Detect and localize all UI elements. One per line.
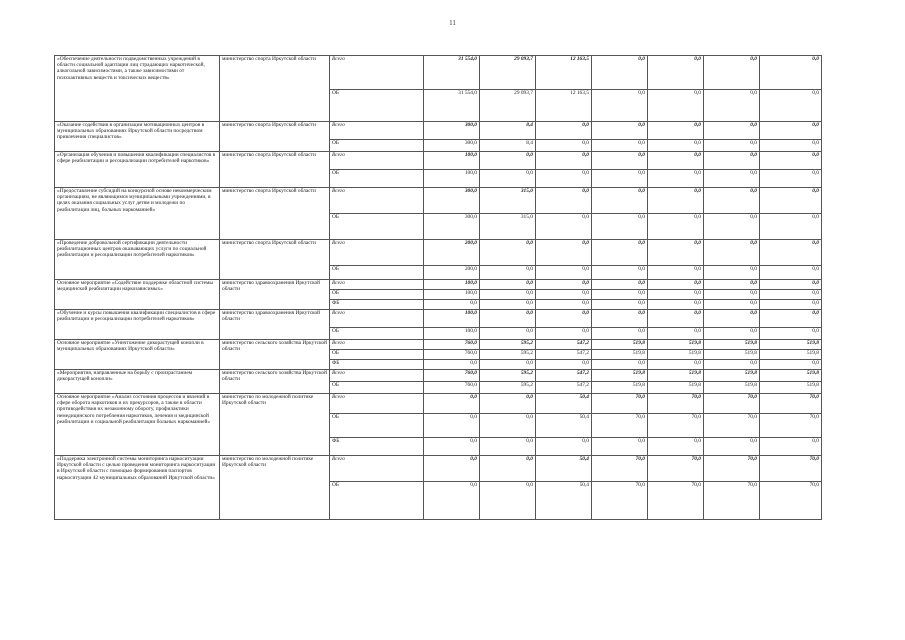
amount-cell: 0,0 xyxy=(536,266,592,280)
amount-cell: 0,0 xyxy=(760,280,822,290)
amount-cell: 519,8 xyxy=(592,370,648,382)
funding-source: ОБ xyxy=(330,290,424,300)
amount-cell: 70,0 xyxy=(760,482,822,520)
amount-cell: 0,0 xyxy=(704,280,760,290)
responsible-executor: министерство спорта Иркутской области xyxy=(220,56,330,122)
amount-cell: 0,0 xyxy=(760,310,822,328)
amount-cell: 0,0 xyxy=(480,394,536,414)
amount-cell: 0,0 xyxy=(648,266,704,280)
amount-cell: 0,0 xyxy=(704,290,760,300)
amount-cell: 70,0 xyxy=(704,414,760,438)
funding-source: Всего xyxy=(330,394,424,414)
page-number: 11 xyxy=(449,19,456,27)
amount-cell: 70,0 xyxy=(760,394,822,414)
budget-table xyxy=(54,55,822,520)
amount-cell: 100,0 xyxy=(424,280,480,290)
amount-cell: 300,0 xyxy=(424,122,480,140)
amount-cell: 70,0 xyxy=(760,414,822,438)
amount-cell: 0,0 xyxy=(536,438,592,456)
amount-cell: 0,0 xyxy=(760,90,822,122)
amount-cell: 0,0 xyxy=(648,300,704,310)
amount-cell: 0,0 xyxy=(480,280,536,290)
amount-cell: 519,8 xyxy=(592,350,648,360)
amount-cell: 0,0 xyxy=(480,414,536,438)
amount-cell: 0,0 xyxy=(760,152,822,170)
responsible-executor: министерство сельского хозяйства Иркутской области xyxy=(220,370,330,394)
amount-cell: 300,0 xyxy=(424,140,480,152)
amount-cell: 0,0 xyxy=(648,214,704,240)
responsible-executor: министерство сельского хозяйства Иркутской области xyxy=(220,340,330,370)
amount-cell: 0,0 xyxy=(648,188,704,214)
activity-name: «Проведение добровольной сертификации деятельности реабилитационных центров оказывающих услуги по социальной реабилитации и ресоциализации потребителей наркотиков» xyxy=(55,240,220,280)
amount-cell: 0,0 xyxy=(760,188,822,214)
amount-cell: 70,0 xyxy=(592,394,648,414)
amount-cell: 519,8 xyxy=(648,340,704,350)
amount-cell: 0,0 xyxy=(424,456,480,482)
amount-cell: 0,0 xyxy=(536,300,592,310)
amount-cell: 50,4 xyxy=(536,482,592,520)
amount-cell: 0,0 xyxy=(592,140,648,152)
amount-cell: 0,0 xyxy=(480,290,536,300)
amount-cell: 315,0 xyxy=(480,188,536,214)
amount-cell: 0,0 xyxy=(760,122,822,140)
amount-cell: 0,0 xyxy=(424,394,480,414)
amount-cell: 200,0 xyxy=(424,240,480,266)
amount-cell: 70,0 xyxy=(648,394,704,414)
amount-cell: 0,0 xyxy=(704,240,760,266)
amount-cell: 0,0 xyxy=(480,438,536,456)
table-row xyxy=(55,370,822,382)
funding-source: Всего xyxy=(330,340,424,350)
amount-cell: 760,0 xyxy=(424,382,480,394)
amount-cell: 0,0 xyxy=(424,438,480,456)
amount-cell: 0,0 xyxy=(760,214,822,240)
table-row xyxy=(55,122,822,140)
amount-cell: 0,0 xyxy=(592,122,648,140)
amount-cell: 0,0 xyxy=(704,300,760,310)
amount-cell: 0,0 xyxy=(592,170,648,188)
amount-cell: 0,0 xyxy=(760,170,822,188)
funding-source: ФБ xyxy=(330,300,424,310)
amount-cell: 0,0 xyxy=(480,360,536,370)
funding-source: Всего xyxy=(330,456,424,482)
activity-name: «Оказание содействия в организации мотивационных центров в муниципальных образованиях Иркутской области посредством привлечения специалистов» xyxy=(55,122,220,152)
amount-cell: 0,0 xyxy=(424,482,480,520)
amount-cell: 29 093,7 xyxy=(480,90,536,122)
amount-cell: 0,0 xyxy=(424,300,480,310)
amount-cell: 50,4 xyxy=(536,394,592,414)
amount-cell: 70,0 xyxy=(592,456,648,482)
amount-cell: 519,8 xyxy=(760,370,822,382)
amount-cell: 0,0 xyxy=(760,266,822,280)
amount-cell: 0,0 xyxy=(704,214,760,240)
amount-cell: 0,0 xyxy=(592,90,648,122)
amount-cell: 0,0 xyxy=(648,122,704,140)
amount-cell: 547,2 xyxy=(536,370,592,382)
amount-cell: 0,0 xyxy=(760,360,822,370)
amount-cell: 0,0 xyxy=(592,214,648,240)
amount-cell: 0,0 xyxy=(480,266,536,280)
amount-cell: 0,0 xyxy=(480,300,536,310)
funding-source: ФБ xyxy=(330,438,424,456)
table-row xyxy=(55,188,822,214)
funding-source: ОБ xyxy=(330,170,424,188)
amount-cell: 31 554,0 xyxy=(424,90,480,122)
table-row xyxy=(55,340,822,350)
funding-source: Всего xyxy=(330,310,424,328)
amount-cell: 0,0 xyxy=(648,290,704,300)
amount-cell: 70,0 xyxy=(592,414,648,438)
activity-name: «Поддержка электронной системы мониторинга наркоситуации Иркутской области с целью проведения мониторинга наркоситуации в Иркутской области с помощью формирования паспортов наркоситуации 42 муниципальных образований Иркутской области» xyxy=(55,456,220,520)
funding-source: Всего xyxy=(330,240,424,266)
funding-source: ФБ xyxy=(330,360,424,370)
amount-cell: 0,0 xyxy=(704,438,760,456)
amount-cell: 0,0 xyxy=(480,310,536,328)
amount-cell: 0,0 xyxy=(704,170,760,188)
amount-cell: 519,8 xyxy=(704,350,760,360)
amount-cell: 100,0 xyxy=(424,170,480,188)
amount-cell: 70,0 xyxy=(704,394,760,414)
funding-source: ОБ xyxy=(330,350,424,360)
amount-cell: 0,0 xyxy=(648,310,704,328)
amount-cell: 0,0 xyxy=(648,328,704,340)
amount-cell: 519,8 xyxy=(760,350,822,360)
amount-cell: 0,0 xyxy=(648,90,704,122)
amount-cell: 0,0 xyxy=(704,90,760,122)
amount-cell: 70,0 xyxy=(648,456,704,482)
amount-cell: 12 163,5 xyxy=(536,56,592,90)
amount-cell: 0,0 xyxy=(424,360,480,370)
amount-cell: 0,0 xyxy=(536,140,592,152)
amount-cell: 0,0 xyxy=(648,152,704,170)
amount-cell: 0,0 xyxy=(536,280,592,290)
responsible-executor: министерство здравоохранения Иркутской области xyxy=(220,310,330,340)
amount-cell: 0,0 xyxy=(592,360,648,370)
activity-name: Основное мероприятие «Анализ состояния процессов и явлений в сфере оборота наркотиков и их прекурсоров, а также в области противодействия их незаконному обороту, профилактики немедицинского потребления наркотиков, лечения и медицинской реабилитации и социальной реабилитации больных наркоманией» xyxy=(55,394,220,456)
table-row xyxy=(55,394,822,414)
responsible-executor: министерство по молодежной политике Иркутской области xyxy=(220,456,330,520)
amount-cell: 595,2 xyxy=(480,370,536,382)
amount-cell: 760,0 xyxy=(424,340,480,350)
responsible-executor: министерство спорта Иркутской области xyxy=(220,152,330,188)
amount-cell: 0,0 xyxy=(480,240,536,266)
funding-source: ОБ xyxy=(330,140,424,152)
amount-cell: 0,0 xyxy=(704,188,760,214)
amount-cell: 0,0 xyxy=(592,152,648,170)
amount-cell: 519,8 xyxy=(648,370,704,382)
amount-cell: 0,0 xyxy=(536,122,592,140)
amount-cell: 50,4 xyxy=(536,456,592,482)
funding-source: ОБ xyxy=(330,214,424,240)
amount-cell: 0,0 xyxy=(592,266,648,280)
amount-cell: 0,0 xyxy=(592,438,648,456)
amount-cell: 0,0 xyxy=(648,170,704,188)
amount-cell: 0,0 xyxy=(536,310,592,328)
amount-cell: 0,0 xyxy=(592,328,648,340)
amount-cell: 0,0 xyxy=(592,280,648,290)
table-row xyxy=(55,240,822,266)
amount-cell: 0,0 xyxy=(592,240,648,266)
amount-cell: 0,0 xyxy=(536,290,592,300)
amount-cell: 70,0 xyxy=(760,456,822,482)
table-row xyxy=(55,310,822,328)
amount-cell: 315,0 xyxy=(480,214,536,240)
amount-cell: 100,0 xyxy=(424,310,480,328)
amount-cell: 0,0 xyxy=(536,360,592,370)
amount-cell: 200,0 xyxy=(424,266,480,280)
amount-cell: 0,0 xyxy=(760,56,822,90)
amount-cell: 100,0 xyxy=(424,290,480,300)
amount-cell: 0,0 xyxy=(760,438,822,456)
amount-cell: 0,0 xyxy=(592,188,648,214)
table-row xyxy=(55,456,822,482)
activity-name: «Предоставление субсидий на конкурсной основе некоммерческим организациям, не являющимся муниципальными учреждениями, в целях оказания социальных услуг детям и молодежи по реабилитации лиц, больных наркоманией» xyxy=(55,188,220,240)
amount-cell: 300,0 xyxy=(424,214,480,240)
activity-name: «Мероприятия, направленные на борьбу с произрастанием дикорастущей конопли» xyxy=(55,370,220,394)
amount-cell: 595,2 xyxy=(480,350,536,360)
funding-source: ОБ xyxy=(330,382,424,394)
amount-cell: 0,0 xyxy=(704,310,760,328)
activity-name: «Обеспечение деятельности подведомственных учреждений в области социальной адаптации лиц страдающих наркотической, алкогольной зависимостями, а также зависимостями от психоактивных веществ и токсических веществ» xyxy=(55,56,220,122)
amount-cell: 0,0 xyxy=(648,280,704,290)
amount-cell: 519,8 xyxy=(704,382,760,394)
amount-cell: 8,4 xyxy=(480,140,536,152)
amount-cell: 0,0 xyxy=(704,328,760,340)
funding-source: ОБ xyxy=(330,414,424,438)
amount-cell: 0,0 xyxy=(760,300,822,310)
activity-name: Основное мероприятие «Содействие поддержке областной системы медицинской реабилитации наркозависимых» xyxy=(55,280,220,310)
amount-cell: 0,0 xyxy=(648,240,704,266)
responsible-executor: министерство спорта Иркутской области xyxy=(220,240,330,280)
funding-source: Всего xyxy=(330,370,424,382)
table-row xyxy=(55,152,822,170)
amount-cell: 595,2 xyxy=(480,382,536,394)
amount-cell: 0,0 xyxy=(760,328,822,340)
table-row xyxy=(55,280,822,290)
amount-cell: 70,0 xyxy=(648,482,704,520)
amount-cell: 29 093,7 xyxy=(480,56,536,90)
amount-cell: 0,0 xyxy=(648,140,704,152)
amount-cell: 0,0 xyxy=(648,438,704,456)
amount-cell: 300,0 xyxy=(424,188,480,214)
amount-cell: 0,0 xyxy=(592,290,648,300)
amount-cell: 70,0 xyxy=(648,414,704,438)
amount-cell: 519,8 xyxy=(592,340,648,350)
amount-cell: 0,0 xyxy=(760,240,822,266)
amount-cell: 0,0 xyxy=(536,152,592,170)
amount-cell: 0,0 xyxy=(480,152,536,170)
funding-source: Всего xyxy=(330,280,424,290)
amount-cell: 50,4 xyxy=(536,414,592,438)
amount-cell: 0,0 xyxy=(480,482,536,520)
amount-cell: 70,0 xyxy=(704,482,760,520)
funding-source: Всего xyxy=(330,122,424,140)
amount-cell: 0,0 xyxy=(536,214,592,240)
amount-cell: 519,8 xyxy=(760,382,822,394)
activity-name: Основное мероприятие «Уничтожение дикорастущей конопли в муниципальных образованиях Иркутской области» xyxy=(55,340,220,370)
responsible-executor: министерство здравоохранения Иркутской области xyxy=(220,280,330,310)
amount-cell: 519,8 xyxy=(592,382,648,394)
amount-cell: 0,0 xyxy=(648,56,704,90)
amount-cell: 0,0 xyxy=(592,300,648,310)
amount-cell: 519,8 xyxy=(760,340,822,350)
amount-cell: 547,2 xyxy=(536,350,592,360)
activity-name: «Организация обучения и повышения квалификации специалистов в сфере реабилитации и ресоциализации потребителей наркотиков» xyxy=(55,152,220,188)
amount-cell: 0,0 xyxy=(704,56,760,90)
responsible-executor: министерство по молодежной политике Иркутской области xyxy=(220,394,330,456)
amount-cell: 519,8 xyxy=(648,350,704,360)
amount-cell: 0,0 xyxy=(480,170,536,188)
amount-cell: 0,0 xyxy=(704,140,760,152)
budget-table-body xyxy=(55,56,822,520)
activity-name: «Обучение и курсы повышения квалификации специалистов в сфере реабилитации и ресоциализации потребителей наркотиков» xyxy=(55,310,220,340)
amount-cell: 8,4 xyxy=(480,122,536,140)
amount-cell: 100,0 xyxy=(424,328,480,340)
amount-cell: 547,2 xyxy=(536,382,592,394)
funding-source: Всего xyxy=(330,152,424,170)
amount-cell: 0,0 xyxy=(704,152,760,170)
amount-cell: 100,0 xyxy=(424,152,480,170)
funding-source: ОБ xyxy=(330,328,424,340)
amount-cell: 0,0 xyxy=(760,290,822,300)
amount-cell: 0,0 xyxy=(760,140,822,152)
amount-cell: 0,0 xyxy=(704,122,760,140)
amount-cell: 0,0 xyxy=(592,56,648,90)
amount-cell: 0,0 xyxy=(704,360,760,370)
amount-cell: 595,2 xyxy=(480,340,536,350)
amount-cell: 547,2 xyxy=(536,340,592,350)
amount-cell: 12 163,5 xyxy=(536,90,592,122)
funding-source: Всего xyxy=(330,56,424,90)
amount-cell: 760,0 xyxy=(424,370,480,382)
amount-cell: 0,0 xyxy=(480,328,536,340)
amount-cell: 70,0 xyxy=(592,482,648,520)
amount-cell: 519,8 xyxy=(648,382,704,394)
table-row xyxy=(55,56,822,90)
amount-cell: 0,0 xyxy=(424,414,480,438)
amount-cell: 0,0 xyxy=(704,266,760,280)
amount-cell: 0,0 xyxy=(480,456,536,482)
amount-cell: 0,0 xyxy=(536,188,592,214)
funding-source: ОБ xyxy=(330,482,424,520)
amount-cell: 760,0 xyxy=(424,350,480,360)
amount-cell: 70,0 xyxy=(704,456,760,482)
amount-cell: 0,0 xyxy=(536,240,592,266)
amount-cell: 0,0 xyxy=(592,310,648,328)
amount-cell: 0,0 xyxy=(648,360,704,370)
responsible-executor: министерство спорта Иркутской области xyxy=(220,188,330,240)
funding-source: ОБ xyxy=(330,266,424,280)
amount-cell: 31 554,0 xyxy=(424,56,480,90)
funding-source: ОБ xyxy=(330,90,424,122)
amount-cell: 0,0 xyxy=(536,328,592,340)
amount-cell: 519,8 xyxy=(704,340,760,350)
responsible-executor: министерство спорта Иркутской области xyxy=(220,122,330,152)
funding-source: Всего xyxy=(330,188,424,214)
amount-cell: 0,0 xyxy=(536,170,592,188)
amount-cell: 519,8 xyxy=(704,370,760,382)
